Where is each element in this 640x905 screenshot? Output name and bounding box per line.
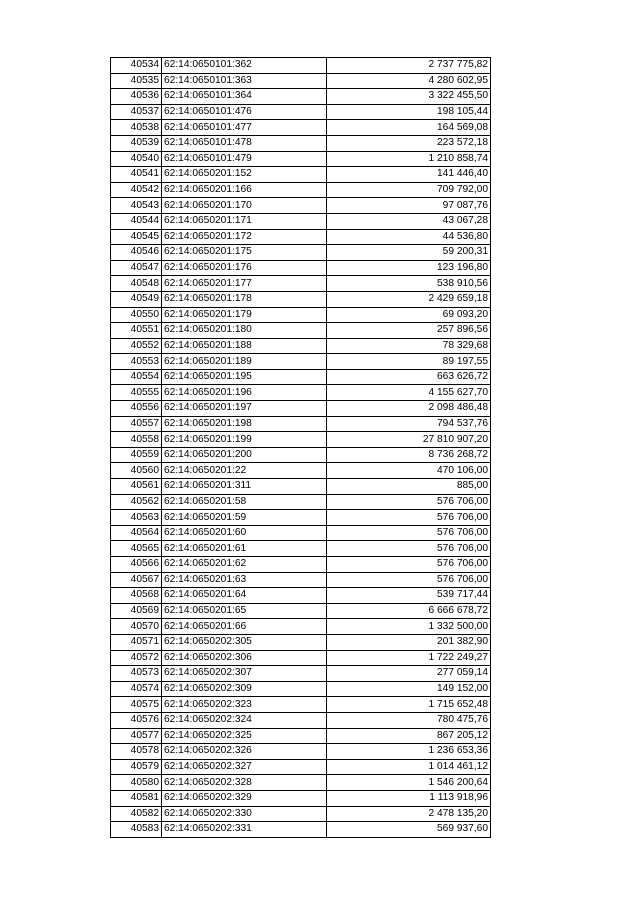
table-row [111,619,491,635]
row-number-cell: 40553 [111,354,162,370]
cadastral-value-cell: 149 152,00 [327,681,491,697]
table-row [111,525,491,541]
table-row [111,759,491,775]
cadastral-value-cell: 576 706,00 [327,510,491,526]
cadastral-number-cell: 62:14:0650201:197 [162,401,327,417]
table-row [111,307,491,323]
row-number-cell: 40580 [111,775,162,791]
table-row [111,167,491,183]
table-row [111,432,491,448]
table-row [111,104,491,120]
cadastral-value-cell: 885,00 [327,479,491,495]
cadastral-number-cell: 62:14:0650101:478 [162,135,327,151]
row-number-cell: 40537 [111,104,162,120]
row-number-cell: 40561 [111,479,162,495]
cadastral-number-cell: 62:14:0650201:58 [162,494,327,510]
cadastral-value-cell: 1 236 653,36 [327,744,491,760]
cadastral-value-cell: 1 210 858,74 [327,151,491,167]
cadastral-value-cell: 3 322 455,50 [327,89,491,105]
cadastral-value-cell: 1 332 500,00 [327,619,491,635]
table-row [111,120,491,136]
table-row [111,354,491,370]
cadastral-value-cell: 794 537,76 [327,416,491,432]
cadastral-value-cell: 663 626,72 [327,369,491,385]
table-row [111,323,491,339]
cadastral-number-cell: 62:14:0650201:22 [162,463,327,479]
cadastral-number-cell: 62:14:0650101:362 [162,58,327,74]
cadastral-number-cell: 62:14:0650201:195 [162,369,327,385]
row-number-cell: 40576 [111,712,162,728]
table-row [111,510,491,526]
cadastral-value-cell: 277 059,14 [327,666,491,682]
row-number-cell: 40548 [111,276,162,292]
table-row [111,634,491,650]
cadastral-value-cell: 223 572,18 [327,135,491,151]
table-row [111,213,491,229]
cadastral-number-cell: 62:14:0650201:175 [162,245,327,261]
cadastral-value-cell: 201 382,90 [327,634,491,650]
row-number-cell: 40535 [111,73,162,89]
cadastral-value-cell: 576 706,00 [327,525,491,541]
row-number-cell: 40568 [111,588,162,604]
row-number-cell: 40583 [111,822,162,838]
table-row [111,712,491,728]
row-number-cell: 40558 [111,432,162,448]
cadastral-number-cell: 62:14:0650201:199 [162,432,327,448]
table-row [111,260,491,276]
cadastral-number-cell: 62:14:0650201:178 [162,291,327,307]
table-row [111,245,491,261]
cadastral-number-cell: 62:14:0650202:305 [162,634,327,650]
cadastral-value-table [110,57,491,838]
cadastral-number-cell: 62:14:0650202:326 [162,744,327,760]
cadastral-number-cell: 62:14:0650202:328 [162,775,327,791]
cadastral-number-cell: 62:14:0650201:188 [162,338,327,354]
row-number-cell: 40555 [111,385,162,401]
cadastral-value-cell: 43 067,28 [327,213,491,229]
cadastral-number-cell: 62:14:0650202:327 [162,759,327,775]
row-number-cell: 40554 [111,369,162,385]
table-row [111,198,491,214]
row-number-cell: 40574 [111,681,162,697]
cadastral-number-cell: 62:14:0650201:189 [162,354,327,370]
cadastral-number-cell: 62:14:0650202:331 [162,822,327,838]
table-row [111,291,491,307]
cadastral-number-cell: 62:14:0650101:479 [162,151,327,167]
cadastral-number-cell: 62:14:0650201:200 [162,447,327,463]
cadastral-number-cell: 62:14:0650201:166 [162,182,327,198]
cadastral-number-cell: 62:14:0650101:363 [162,73,327,89]
cadastral-value-cell: 569 937,60 [327,822,491,838]
table-row [111,494,491,510]
row-number-cell: 40549 [111,291,162,307]
cadastral-number-cell: 62:14:0650201:63 [162,572,327,588]
cadastral-value-cell: 123 196,80 [327,260,491,276]
cadastral-value-cell: 576 706,00 [327,541,491,557]
cadastral-number-cell: 62:14:0650201:311 [162,479,327,495]
cadastral-value-cell: 1 546 200,64 [327,775,491,791]
row-number-cell: 40573 [111,666,162,682]
cadastral-value-cell: 780 475,76 [327,712,491,728]
cadastral-number-cell: 62:14:0650202:306 [162,650,327,666]
row-number-cell: 40556 [111,401,162,417]
row-number-cell: 40534 [111,58,162,74]
cadastral-number-cell: 62:14:0650201:64 [162,588,327,604]
table-row [111,416,491,432]
cadastral-value-cell: 576 706,00 [327,572,491,588]
row-number-cell: 40560 [111,463,162,479]
table-row [111,401,491,417]
table-row [111,557,491,573]
cadastral-value-cell: 576 706,00 [327,557,491,573]
table-row [111,775,491,791]
table-row [111,572,491,588]
row-number-cell: 40570 [111,619,162,635]
table-row [111,135,491,151]
row-number-cell: 40550 [111,307,162,323]
cadastral-value-cell: 1 722 249,27 [327,650,491,666]
row-number-cell: 40565 [111,541,162,557]
table-row [111,58,491,74]
row-number-cell: 40579 [111,759,162,775]
row-number-cell: 40541 [111,167,162,183]
table-row [111,541,491,557]
table-row [111,650,491,666]
row-number-cell: 40544 [111,213,162,229]
row-number-cell: 40564 [111,525,162,541]
row-number-cell: 40567 [111,572,162,588]
row-number-cell: 40551 [111,323,162,339]
row-number-cell: 40543 [111,198,162,214]
cadastral-number-cell: 62:14:0650201:198 [162,416,327,432]
cadastral-value-cell: 198 105,44 [327,104,491,120]
cadastral-number-cell: 62:14:0650201:62 [162,557,327,573]
cadastral-number-cell: 62:14:0650201:177 [162,276,327,292]
cadastral-number-cell: 62:14:0650101:477 [162,120,327,136]
cadastral-value-cell: 2 478 135,20 [327,806,491,822]
row-number-cell: 40538 [111,120,162,136]
cadastral-value-cell: 4 155 627,70 [327,385,491,401]
cadastral-value-cell: 1 113 918,96 [327,790,491,806]
table-row [111,697,491,713]
table-row [111,151,491,167]
cadastral-value-cell: 2 429 659,18 [327,291,491,307]
table-row [111,89,491,105]
row-number-cell: 40536 [111,89,162,105]
cadastral-value-cell: 709 792,00 [327,182,491,198]
table-row [111,385,491,401]
row-number-cell: 40542 [111,182,162,198]
table-row [111,479,491,495]
cadastral-number-cell: 62:14:0650201:171 [162,213,327,229]
row-number-cell: 40539 [111,135,162,151]
cadastral-number-cell: 62:14:0650201:59 [162,510,327,526]
cadastral-number-cell: 62:14:0650202:324 [162,712,327,728]
row-number-cell: 40569 [111,603,162,619]
table-row [111,681,491,697]
row-number-cell: 40540 [111,151,162,167]
cadastral-value-cell: 2 098 486,48 [327,401,491,417]
row-number-cell: 40562 [111,494,162,510]
cadastral-number-cell: 62:14:0650201:170 [162,198,327,214]
cadastral-value-cell: 141 446,40 [327,167,491,183]
cadastral-number-cell: 62:14:0650201:61 [162,541,327,557]
cadastral-value-cell: 257 896,56 [327,323,491,339]
cadastral-value-cell: 164 569,08 [327,120,491,136]
cadastral-number-cell: 62:14:0650201:152 [162,167,327,183]
row-number-cell: 40566 [111,557,162,573]
cadastral-number-cell: 62:14:0650101:364 [162,89,327,105]
cadastral-value-cell: 97 087,76 [327,198,491,214]
cadastral-value-cell: 89 197,55 [327,354,491,370]
table-body [111,58,491,838]
cadastral-value-cell: 576 706,00 [327,494,491,510]
table-row [111,229,491,245]
cadastral-value-cell: 538 910,56 [327,276,491,292]
row-number-cell: 40578 [111,744,162,760]
cadastral-value-cell: 1 014 461,12 [327,759,491,775]
cadastral-value-cell: 470 106,00 [327,463,491,479]
cadastral-value-cell: 867 205,12 [327,728,491,744]
table-row [111,588,491,604]
table-row [111,276,491,292]
cadastral-value-cell: 8 736 268,72 [327,447,491,463]
row-number-cell: 40545 [111,229,162,245]
cadastral-value-cell: 4 280 602,95 [327,73,491,89]
cadastral-value-cell: 539 717,44 [327,588,491,604]
row-number-cell: 40577 [111,728,162,744]
row-number-cell: 40552 [111,338,162,354]
row-number-cell: 40557 [111,416,162,432]
cadastral-value-cell: 44 536,80 [327,229,491,245]
cadastral-value-cell: 1 715 652,48 [327,697,491,713]
table-row [111,666,491,682]
cadastral-number-cell: 62:14:0650202:323 [162,697,327,713]
row-number-cell: 40546 [111,245,162,261]
cadastral-number-cell: 62:14:0650202:330 [162,806,327,822]
cadastral-value-cell: 78 329,68 [327,338,491,354]
table-row [111,369,491,385]
table-row [111,338,491,354]
cadastral-number-cell: 62:14:0650201:180 [162,323,327,339]
cadastral-value-cell: 59 200,31 [327,245,491,261]
cadastral-number-cell: 62:14:0650101:476 [162,104,327,120]
table-row [111,603,491,619]
cadastral-value-cell: 27 810 907,20 [327,432,491,448]
cadastral-number-cell: 62:14:0650201:176 [162,260,327,276]
table-row [111,744,491,760]
row-number-cell: 40547 [111,260,162,276]
table-row [111,728,491,744]
table-row [111,447,491,463]
row-number-cell: 40559 [111,447,162,463]
cadastral-number-cell: 62:14:0650201:60 [162,525,327,541]
table-row [111,790,491,806]
cadastral-value-cell: 2 737 775,82 [327,58,491,74]
table-row [111,806,491,822]
table-row [111,463,491,479]
cadastral-number-cell: 62:14:0650202:307 [162,666,327,682]
cadastral-number-cell: 62:14:0650202:309 [162,681,327,697]
cadastral-number-cell: 62:14:0650201:172 [162,229,327,245]
table-row [111,73,491,89]
cadastral-number-cell: 62:14:0650202:329 [162,790,327,806]
row-number-cell: 40575 [111,697,162,713]
row-number-cell: 40581 [111,790,162,806]
cadastral-number-cell: 62:14:0650201:179 [162,307,327,323]
cadastral-value-cell: 6 666 678,72 [327,603,491,619]
table-row [111,182,491,198]
cadastral-number-cell: 62:14:0650201:66 [162,619,327,635]
row-number-cell: 40571 [111,634,162,650]
row-number-cell: 40572 [111,650,162,666]
row-number-cell: 40582 [111,806,162,822]
row-number-cell: 40563 [111,510,162,526]
cadastral-value-cell: 69 093,20 [327,307,491,323]
table-row [111,822,491,838]
cadastral-number-cell: 62:14:0650201:196 [162,385,327,401]
cadastral-number-cell: 62:14:0650202:325 [162,728,327,744]
cadastral-number-cell: 62:14:0650201:65 [162,603,327,619]
